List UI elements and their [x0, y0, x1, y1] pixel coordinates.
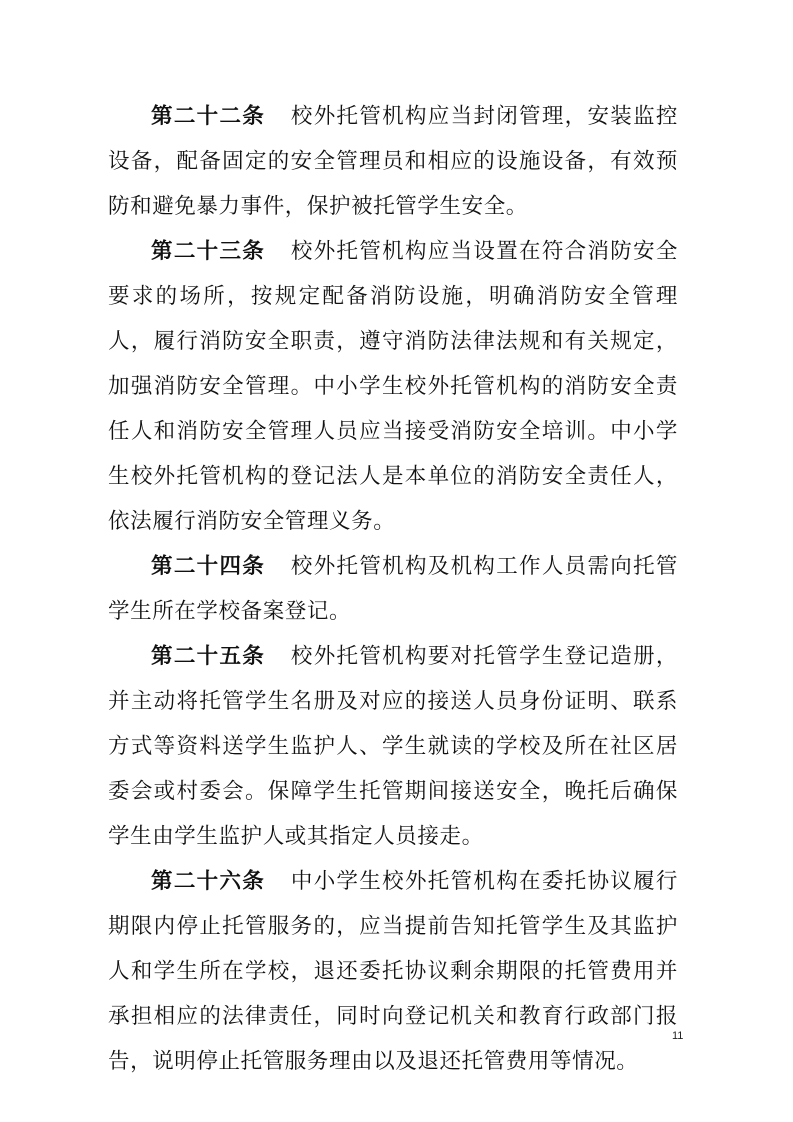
- article-24: [108, 544, 678, 634]
- article-22: [108, 94, 678, 229]
- article-body: 校外托管机构及机构工作人员需向托管学生所在学校备案登记。: [108, 554, 678, 624]
- article-body: 校外托管机构要对托管学生登记造册，并主动将托管学生名册及对应的接送人员身份证明、联系方式等资料送学生监护人、学生就读的学校及所在社区居委会或村委会。保障学生托管期间接送安全，晚托后确保学生由学生监护人或其指定人员接走。: [108, 644, 678, 849]
- article-23: [108, 229, 678, 544]
- article-body: 中小学生校外托管机构在委托协议履行期限内停止托管服务的，应当提前告知托管学生及其监护人和学生所在学校，退还委托协议剩余期限的托管费用并承担相应的法律责任，同时向登记机关和教育行政部门报告，说明停止托管服务理由以及退还托管费用等情况。: [108, 869, 678, 1074]
- page-number: 11: [672, 1030, 684, 1042]
- article-body: 校外托管机构应当设置在符合消防安全要求的场所，按规定配备消防设施，明确消防安全管理人，履行消防安全职责，遵守消防法律法规和有关规定，加强消防安全管理。中小学生校外托管机构的消防安全责任人和消防安全管理人员应当接受消防安全培训。中小学生校外托管机构的登记法人是本单位的消防安全责任人，依法履行消防安全管理义务。: [108, 239, 678, 534]
- article-title: 第二十六条: [151, 869, 266, 894]
- article-title: 第二十五条: [151, 644, 266, 669]
- article-title: 第二十二条: [151, 104, 266, 129]
- article-25: [108, 634, 678, 859]
- article-26: [108, 859, 678, 1084]
- document-page: [108, 94, 678, 1084]
- article-title: 第二十四条: [151, 554, 266, 579]
- article-body: 校外托管机构应当封闭管理，安装监控设备，配备固定的安全管理员和相应的设施设备，有效预防和避免暴力事件，保护被托管学生安全。: [108, 104, 678, 219]
- article-title: 第二十三条: [151, 239, 266, 264]
